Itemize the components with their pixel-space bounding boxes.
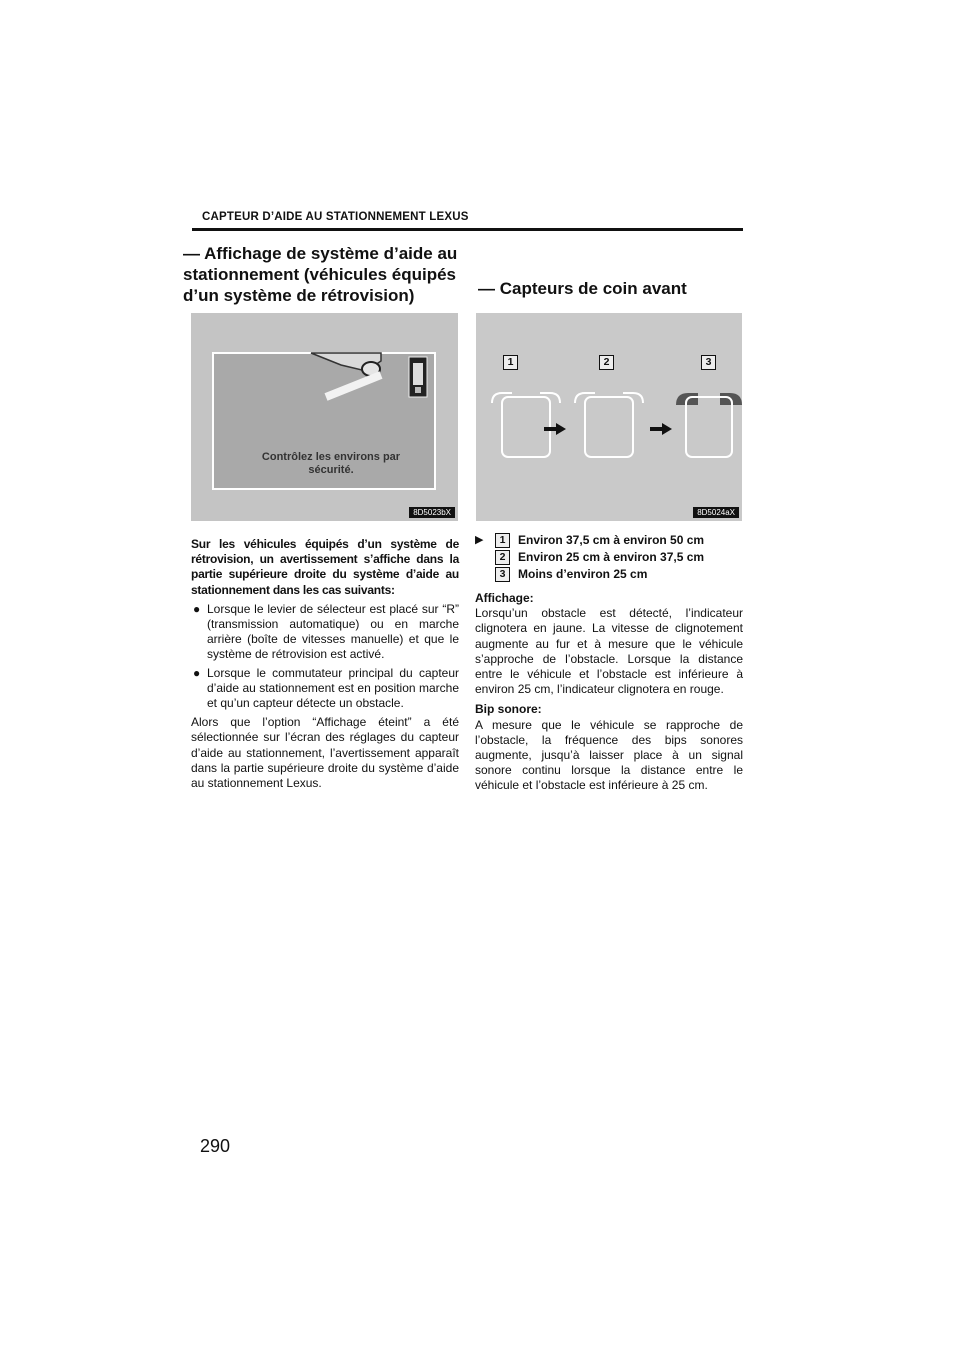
bullet-item: [191, 602, 459, 663]
step-text: Environ 25 cm à environ 37,5 cm: [518, 549, 705, 564]
step-item-3: [475, 566, 743, 583]
step-item-1: [475, 532, 743, 549]
bullet-text: Lorsque le levier de sélecteur est placé sur “R” (transmission automatique) ou en marche arrière (boîte de vitesses manuelle) et que le système de rétrovision est activé.: [207, 601, 459, 662]
step-number: 1: [495, 533, 510, 548]
figure-code-left: 8D5023bX: [409, 507, 455, 518]
affichage-heading: Affichage:: [475, 591, 534, 605]
figure-label-1: 1: [503, 355, 518, 370]
screen-warning-text: Contrôlez les environs par sécurité.: [261, 451, 401, 476]
figure-code-right: 8D5024aX: [693, 507, 739, 518]
figure-parking-assist-display: [191, 313, 458, 521]
header-title: CAPTEUR D’AIDE AU STATIONNEMENT LEXUS: [202, 211, 469, 223]
step-item-2: [475, 549, 743, 566]
figure-label-2: 2: [599, 355, 614, 370]
header-rule: [192, 228, 743, 231]
section-title-front-corner-sensors: — Capteurs de coin avant: [478, 279, 687, 298]
left-intro: Sur les véhicules équipés d’un système de rétrovision, un avertissement s’affiche dans la partie supérieure droite du système d’aide au stationnement dans les cas suivants:: [191, 537, 459, 597]
bullet-icon: ●: [193, 601, 201, 616]
step-text: Environ 37,5 cm à environ 50 cm: [518, 532, 705, 547]
bullet-text: Lorsque le commutateur principal du capteur d’aide au stationnement est en position marche et qu’un capteur détecte un obstacle.: [207, 665, 459, 711]
bip-body: A mesure que le véhicule se rapproche de l’obstacle, la fréquence des bips sonores augmente, jusqu’à laisser place à un signal sonore continu lorsque la distance entre le véhicule et l’obstacle est inférieure à 25 cm.: [475, 717, 743, 793]
left-paragraph: Alors que l’option “Affichage éteint” a été sélectionnée sur l’écran des réglages du capteur d’aide au stationnement, l’avertissement apparaît dans la partie supérieure droite du système d’aide au stationnement Lexus.: [191, 715, 459, 791]
bullet-item: [191, 666, 459, 712]
bip-heading: Bip sonore:: [475, 702, 542, 717]
step-number: 2: [495, 550, 510, 565]
bullet-icon: ●: [193, 665, 201, 680]
section-title-display: — Affichage de système d’aide au stationnement (véhicules équipés d’un système de rétrovision): [183, 244, 458, 305]
affichage-body: Lorsqu’un obstacle est détecté, l’indicateur clignotera en jaune. La vitesse de clignotement augmente au fur et à mesure que le véhicule s’approche de l’obstacle. Lorsque la distance entre le véhicule et l’obstacle est inférieure à environ 25 cm, l’indicateur clignotera en rouge.: [475, 606, 743, 697]
figure-corner-sensor-indicators: [476, 313, 742, 521]
figure-label-3: 3: [701, 355, 716, 370]
corner-indicator-illustration: [476, 313, 742, 521]
step-text: Moins d’environ 25 cm: [518, 566, 648, 581]
pointer-icon: ▶: [475, 533, 484, 546]
parking-display-illustration: [191, 313, 458, 521]
left-column: [191, 537, 459, 791]
page-number: 290: [200, 1136, 231, 1156]
step-number: 3: [495, 567, 510, 582]
right-column: [475, 532, 743, 794]
